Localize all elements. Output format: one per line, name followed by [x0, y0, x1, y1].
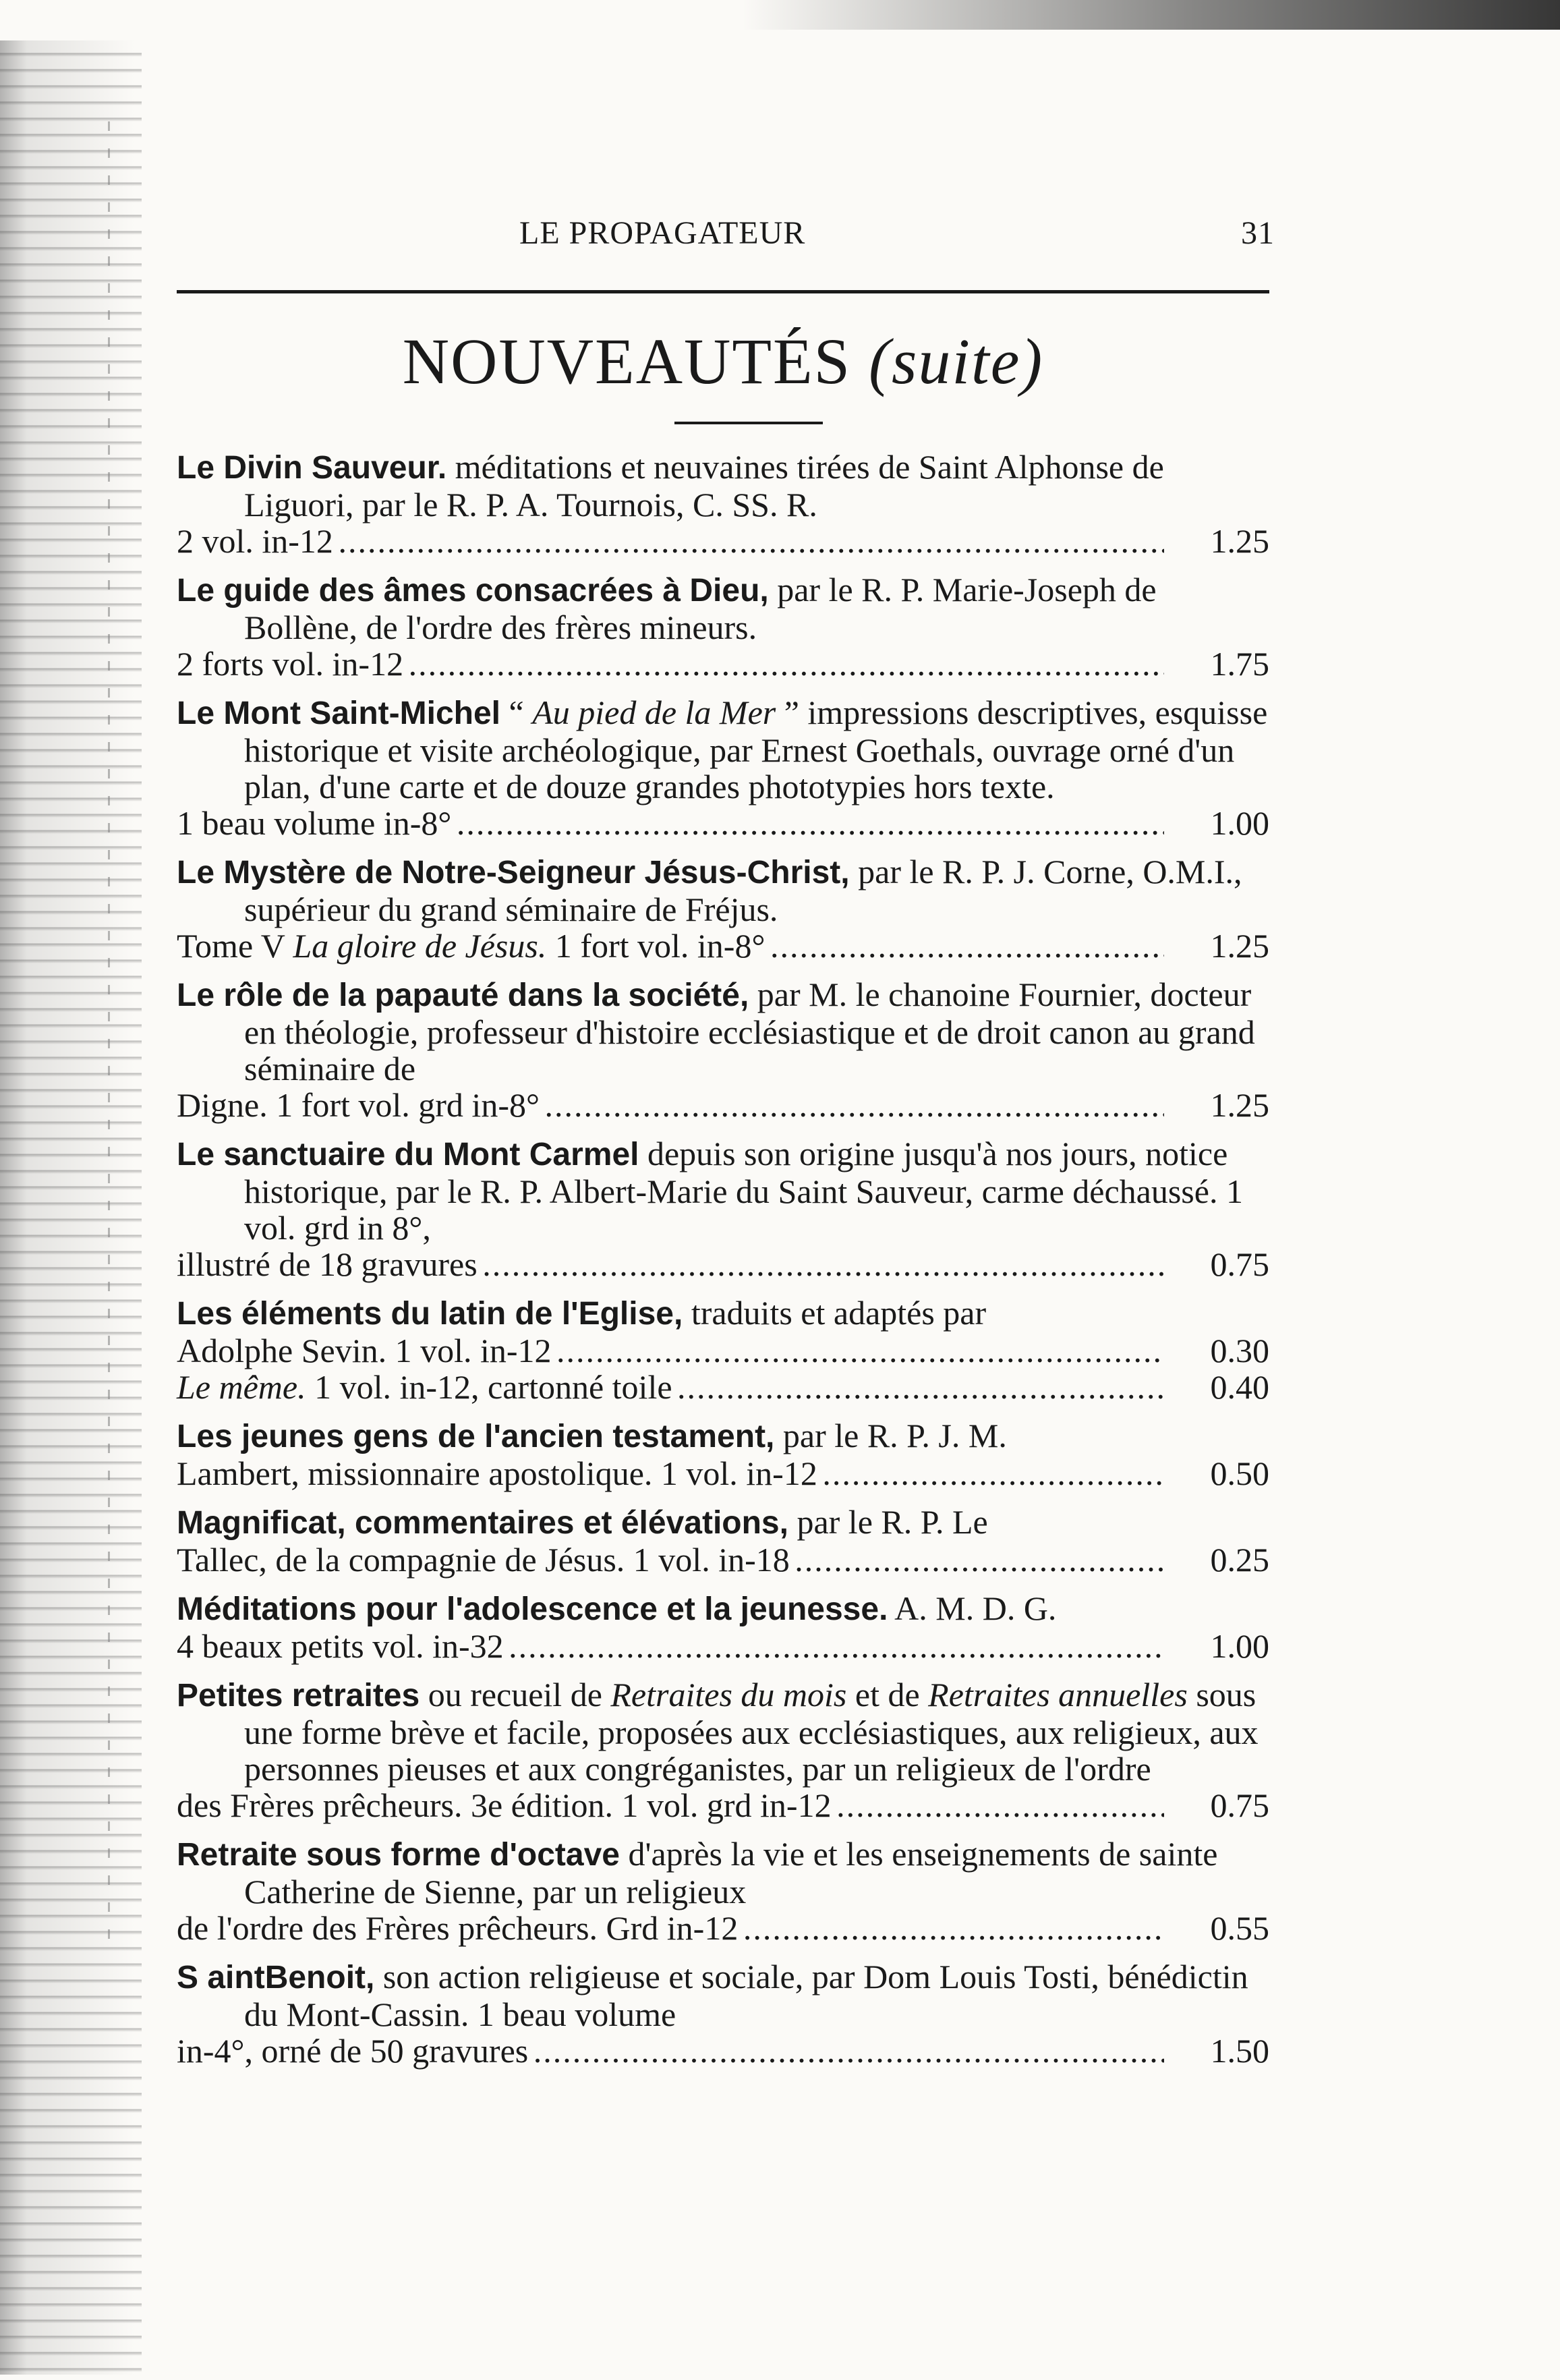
book-description: par le R. P. J. M.	[774, 1417, 1007, 1454]
book-format-row	[177, 1332, 1269, 1369]
book-price: 0.30	[1210, 1332, 1269, 1369]
book-list	[177, 449, 1269, 2081]
book-format-row	[177, 1454, 1269, 1492]
book-title: Le sanctuaire du Mont Carmel	[177, 1137, 639, 1172]
book-description: par le R. P. J. Corne, O.M.I., supérieur du grand séminaire de Fréjus.	[244, 853, 1242, 928]
page-number: 31	[1241, 215, 1275, 251]
book-entry: Le Mont Saint-Michel “ Au pied de la Mer ” impressions descriptives, esquisse historique et visite archéologique, par Ernest Goethals, ouvrage orné d'un plan, d'une carte et de douze grandes phototypies hors texte. 1 beau volume in-8° ..... 1.00	[177, 694, 1269, 841]
section-title-text: NOUVEAUTÉS	[402, 325, 852, 397]
book-subtitle: Au pied de la Mer	[532, 693, 776, 731]
book-subtitle-2: Retraites annuelles	[928, 1676, 1188, 1713]
book-format: de l'ordre des Frères prêcheurs. Grd in-12	[177, 1909, 739, 1947]
book-price: 0.55	[1210, 1909, 1269, 1947]
running-header	[519, 215, 1275, 262]
book-price: 1.00	[1210, 1627, 1269, 1665]
book-format-row	[177, 522, 1269, 560]
book-entry	[177, 853, 1269, 964]
book-entry	[177, 1836, 1269, 1946]
book-price: 1.50	[1210, 2032, 1269, 2070]
book-format: 2 forts vol. in-12	[177, 645, 404, 683]
book-format: Adolphe Sevin. 1 vol. in-12	[177, 1332, 552, 1369]
book-entry	[177, 1417, 1269, 1492]
book-title: Le guide des âmes consacrées à Dieu,	[177, 573, 769, 608]
book-entry	[177, 976, 1269, 1123]
book-title: Petites retraites	[177, 1678, 420, 1713]
book-description: A. M. D. G.	[888, 1589, 1057, 1627]
book-price: 0.75	[1210, 1245, 1269, 1283]
section-title-suffix: (suite)	[869, 325, 1044, 397]
book-format: in-4°, orné de 50 gravures	[177, 2032, 529, 2070]
book-format: Digne. 1 fort vol. grd in-8°	[177, 1086, 540, 1124]
book-title: Retraite sous forme d'octave	[177, 1837, 620, 1873]
header-rule	[177, 290, 1269, 293]
book-price: 1.25	[1210, 522, 1269, 560]
book-format: illustré de 18 gravures	[177, 1245, 478, 1283]
variant-label: Le même.	[177, 1368, 306, 1406]
book-entry	[177, 1590, 1269, 1664]
book-format-row	[177, 1245, 1269, 1283]
book-format: 2 vol. in-12	[177, 522, 333, 560]
book-format: 1 fort vol. in-8°	[546, 927, 765, 965]
binding-stitch-line	[108, 121, 110, 1943]
page-binding-edge	[0, 40, 142, 2375]
book-description: depuis son origine jusqu'à nos jours, notice historique, par le R. P. Albert-Marie du Saint Sauveur, carme déchaussé. 1 vol. grd in 8°,	[244, 1135, 1243, 1247]
book-format: Lambert, missionnaire apostolique. 1 vol. in-12	[177, 1454, 817, 1492]
book-price: 1.25	[1210, 1086, 1269, 1124]
book-format: 4 beaux petits vol. in-32	[177, 1627, 504, 1665]
book-subtitle: Retraites du mois	[610, 1676, 847, 1713]
book-price: 1.75	[1210, 645, 1269, 683]
book-format-row	[177, 1786, 1269, 1824]
book-entry	[177, 571, 1269, 682]
volume-title: La gloire de Jésus.	[293, 927, 547, 965]
book-format: 1 vol. in-12, cartonné toile	[306, 1368, 672, 1406]
book-entry	[177, 1958, 1269, 2069]
book-title: Les éléments du latin de l'Eglise,	[177, 1296, 683, 1332]
book-format-row	[177, 804, 1269, 842]
book-description: par M. le chanoine Fournier, docteur en théologie, professeur d'histoire ecclésiastique et de droit canon au grand séminaire de	[244, 975, 1255, 1087]
book-entry	[177, 1504, 1269, 1578]
book-entry	[177, 1135, 1269, 1282]
book-format: des Frères prêcheurs. 3e édition. 1 vol. grd in-12	[177, 1786, 832, 1824]
book-title: Magnificat, commentaires et élévations,	[177, 1505, 788, 1541]
book-title: Le Divin Sauveur.	[177, 450, 447, 486]
book-price: 0.75	[1210, 1786, 1269, 1824]
book-title: Le Mystère de Notre-Seigneur Jésus-Christ,	[177, 855, 850, 890]
book-format-row	[177, 1909, 1269, 1947]
book-description: par le R. P. Marie-Joseph de Bollène, de l'ordre des frères mineurs.	[244, 571, 1157, 646]
book-format-row	[177, 1086, 1269, 1124]
section-rule	[674, 422, 823, 424]
book-price: 1.25	[1210, 927, 1269, 965]
book-format-row-alt	[177, 1368, 1269, 1406]
book-format-row	[177, 645, 1269, 683]
book-title: Le Mont Saint-Michel	[177, 696, 500, 731]
book-price: 0.25	[1210, 1541, 1269, 1579]
book-price: 1.00	[1210, 804, 1269, 842]
book-description: ” impressions descriptives, esquisse historique et visite archéologique, par Ernest Goethals, ouvrage orné d'un plan, d'une carte et de douze grandes phototypies hors texte.	[244, 693, 1268, 805]
book-format-row: Tome V La gloire de Jésus. 1 fort vol. in-8° ..... 1.25	[244, 928, 1269, 964]
book-description: méditations et neuvaines tirées de Saint Alphonse de Liguori, par le R. P. A. Tournois, C. SS. R.	[244, 448, 1164, 523]
book-title: Méditations pour l'adolescence et la jeunesse.	[177, 1591, 888, 1627]
book-title: Le rôle de la papauté dans la société,	[177, 978, 749, 1013]
book-format-row	[177, 1627, 1269, 1665]
book-description: sous une forme brève et facile, proposées aux ecclésiastiques, aux religieux, aux personnes pieuses et aux congréganistes, par un religieux de l'ordre	[244, 1676, 1259, 1788]
book-entry: Petites retraites ou recueil de Retraites du mois et de Retraites annuelles sous une forme brève et facile, proposées aux ecclésiastiques, aux religieux, aux personnes pieuses et aux congréganistes, par un religieux de l'ordre des Frères prêcheurs. 3e édition. 1 vol. grd in-12 ..... 0.75	[177, 1676, 1269, 1823]
book-format-row	[177, 1541, 1269, 1579]
header-title: LE PROPAGATEUR	[519, 215, 806, 251]
book-title: Les jeunes gens de l'ancien testament,	[177, 1419, 775, 1454]
book-description: traduits et adaptés par	[683, 1294, 987, 1332]
book-description: son action religieuse et sociale, par Dom Louis Tosti, bénédictin du Mont-Cassin. 1 beau volume	[244, 1958, 1248, 2033]
book-format: 1 beau volume in-8°	[177, 804, 452, 842]
book-description: d'après la vie et les enseignements de sainte Catherine de Sienne, par un religieux	[244, 1835, 1218, 1910]
scan-smudge	[742, 0, 1560, 30]
book-description: par le R. P. Le	[788, 1503, 988, 1541]
book-entry	[177, 1295, 1269, 1405]
section-title	[177, 324, 1269, 399]
book-price: 0.40	[1210, 1368, 1269, 1406]
book-entry	[177, 449, 1269, 559]
book-title: S aintBenoit,	[177, 1960, 375, 1995]
book-price: 0.50	[1210, 1454, 1269, 1492]
book-format: Tallec, de la compagnie de Jésus. 1 vol. in-18	[177, 1541, 790, 1579]
book-format-row	[177, 2032, 1269, 2070]
